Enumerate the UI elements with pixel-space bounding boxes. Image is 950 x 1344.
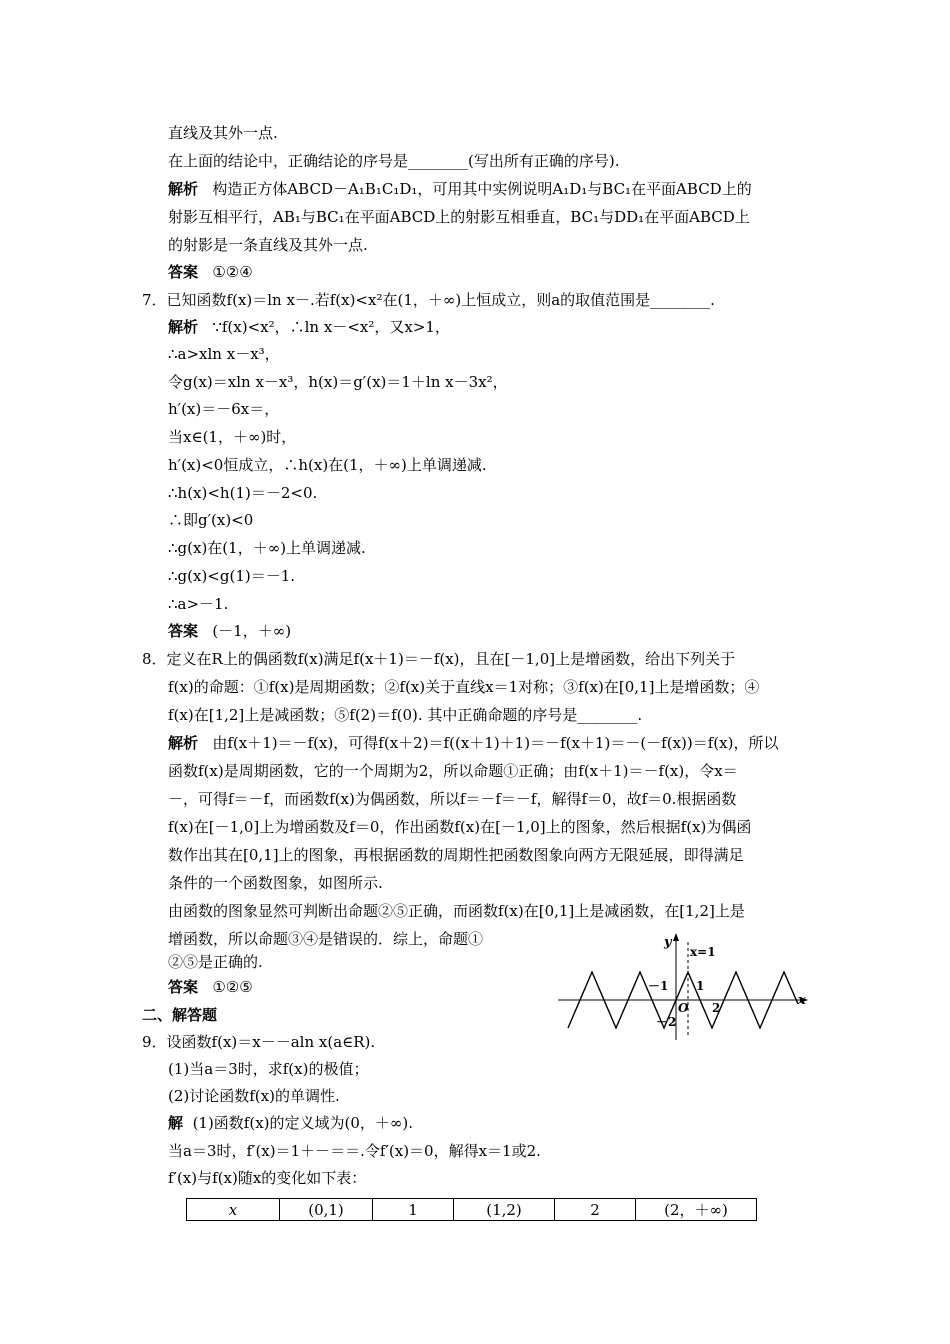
text-line: h′(x)<0恒成立，∴h(x)在(1，＋∞)上单调递减. — [168, 456, 487, 474]
text-line: f(x)在[1,2]上是减函数；⑤f(2)＝f(0). 其中正确命题的序号是________. — [168, 706, 643, 724]
answer-label: 答案 — [168, 978, 199, 996]
tick-neg-one: －1 — [648, 979, 669, 993]
answer-line — [168, 262, 253, 282]
tick-neg-two: －2 — [656, 1015, 677, 1029]
question-7: 7．已知函数f(x)＝ln x－.若f(x)<x²在(1，＋∞)上恒成立，则a的取值范围是________. — [142, 291, 715, 309]
text-line: (1)当a＝3时，求f(x)的极值； — [168, 1060, 369, 1078]
text-line: ∴a>xln x－x³， — [168, 345, 280, 363]
table-cell: (2，＋∞) — [636, 1199, 757, 1221]
text-line: h′(x)＝－6x＝， — [168, 400, 280, 418]
text-line: 射影互相平行，AB₁与BC₁在平面ABCD上的射影互相垂直，BC₁与DD₁在平面ABCD上 — [168, 208, 750, 226]
y-label: y — [664, 935, 672, 950]
text-line: (2)讨论函数f(x)的单调性. — [168, 1087, 340, 1105]
text-span: 构造正方体ABCD－A₁B₁C₁D₁，可用其中实例说明A₁D₁与BC₁在平面ABCD上的 — [212, 180, 752, 198]
answer-label: 答案 — [168, 622, 199, 640]
origin-label: O — [678, 1001, 689, 1015]
text-line: 令g(x)＝xln x－x³，h(x)＝g′(x)＝1＋ln x－3x²， — [168, 373, 508, 391]
text-line: ∴h(x)<h(1)＝－2<0. — [168, 484, 318, 502]
text-line: 增函数，所以命题③④是错误的．综上，命题① — [168, 930, 484, 948]
analysis-line — [168, 179, 752, 199]
tick-two: 2 — [712, 1001, 721, 1015]
analysis-line — [168, 317, 450, 337]
text-span: ①②④ — [212, 263, 253, 281]
text-span: (1)函数f(x)的定义域为(0，＋∞). — [192, 1114, 414, 1132]
text-line: f(x)在[－1,0]上为增函数及f＝0，作出函数f(x)在[－1,0]上的图象，然后根据f(x)为偶函 — [168, 818, 752, 836]
variation-table — [186, 1198, 757, 1221]
text-line: 由函数的图象显然可判断出命题②⑤正确，而函数f(x)在[0,1]上是减函数，在[1,2]上是 — [168, 902, 745, 920]
text-line: 当x∈(1，＋∞)时， — [168, 428, 297, 446]
analysis-label: 解析 — [168, 180, 199, 198]
question-9: 9．设函数f(x)＝x－－aln x(a∈R). — [142, 1033, 376, 1051]
text-line: 函数f(x)是周期函数，它的一个周期为2，所以命题①正确；由f(x＋1)＝－f(x)，令x＝ — [168, 762, 738, 780]
table-row — [187, 1199, 757, 1221]
table-cell: 1 — [373, 1199, 454, 1221]
text-line: f′(x)与f(x)随x的变化如下表： — [168, 1169, 367, 1187]
table-cell: (1,2) — [454, 1199, 555, 1221]
text-line: －，可得f＝－f，而函数f(x)为偶函数，所以f＝－f＝－f，解得f＝0，故f＝0.根据函数 — [168, 790, 737, 808]
function-graph — [556, 932, 814, 1042]
answer-label: 答案 — [168, 263, 199, 281]
text-line: 在上面的结论中，正确结论的序号是________(写出所有正确的序号). — [168, 152, 620, 170]
table-cell: (0,1) — [280, 1199, 373, 1221]
text-line: ∴即g′(x)<0 — [168, 511, 254, 529]
text-line: 条件的一个函数图象，如图所示. — [168, 874, 383, 892]
analysis-label: 解析 — [168, 734, 199, 752]
text-line: 直线及其外一点. — [168, 124, 278, 142]
solution-line — [168, 1113, 413, 1133]
answer-line — [168, 977, 253, 997]
text-line: ∴g(x)在(1，＋∞)上单调递减. — [168, 539, 366, 557]
section-heading: 二、解答题 — [142, 1006, 218, 1024]
table-cell: x — [187, 1199, 280, 1221]
analysis-label: 解析 — [168, 318, 199, 336]
text-line: f(x)的命题：①f(x)是周期函数；②f(x)关于直线x＝1对称；③f(x)在[0,1]上是增函数；④ — [168, 678, 760, 696]
text-line: 的射影是一条直线及其外一点. — [168, 236, 368, 254]
question-8: 8．定义在R上的偶函数f(x)满足f(x＋1)＝－f(x)，且在[－1,0]上是增函数，给出下列关于 — [142, 650, 736, 668]
solution-label: 解 — [168, 1114, 184, 1132]
text-span: 由f(x＋1)＝－f(x)，可得f(x＋2)＝f((x＋1)＋1)＝－f(x＋1)＝－(－f(x))＝f(x)，所以 — [212, 734, 779, 752]
answer-line — [168, 621, 291, 641]
text-line: 当a＝3时，f′(x)＝1＋－＝＝.令f′(x)＝0，解得x＝1或2. — [168, 1142, 541, 1160]
text-line: ∴g(x)<g(1)＝－1. — [168, 567, 296, 585]
text-line: ②⑤是正确的. — [168, 953, 263, 971]
text-span: (－1，＋∞) — [212, 622, 292, 640]
tick-one: 1 — [696, 979, 705, 993]
table-cell: 2 — [555, 1199, 636, 1221]
analysis-line — [168, 733, 778, 753]
text-line: ∴a>－1. — [168, 595, 229, 613]
text-span: ∵f(x)<x²，∴ln x－<x²，又x>1， — [212, 318, 450, 336]
text-line: 数作出其在[0,1]上的图象，再根据函数的周期性把函数图象向两方无限延展，即得满足 — [168, 846, 744, 864]
line-label: x=1 — [690, 945, 716, 959]
x-label: x — [798, 993, 806, 1008]
text-span: ①②⑤ — [212, 978, 253, 996]
